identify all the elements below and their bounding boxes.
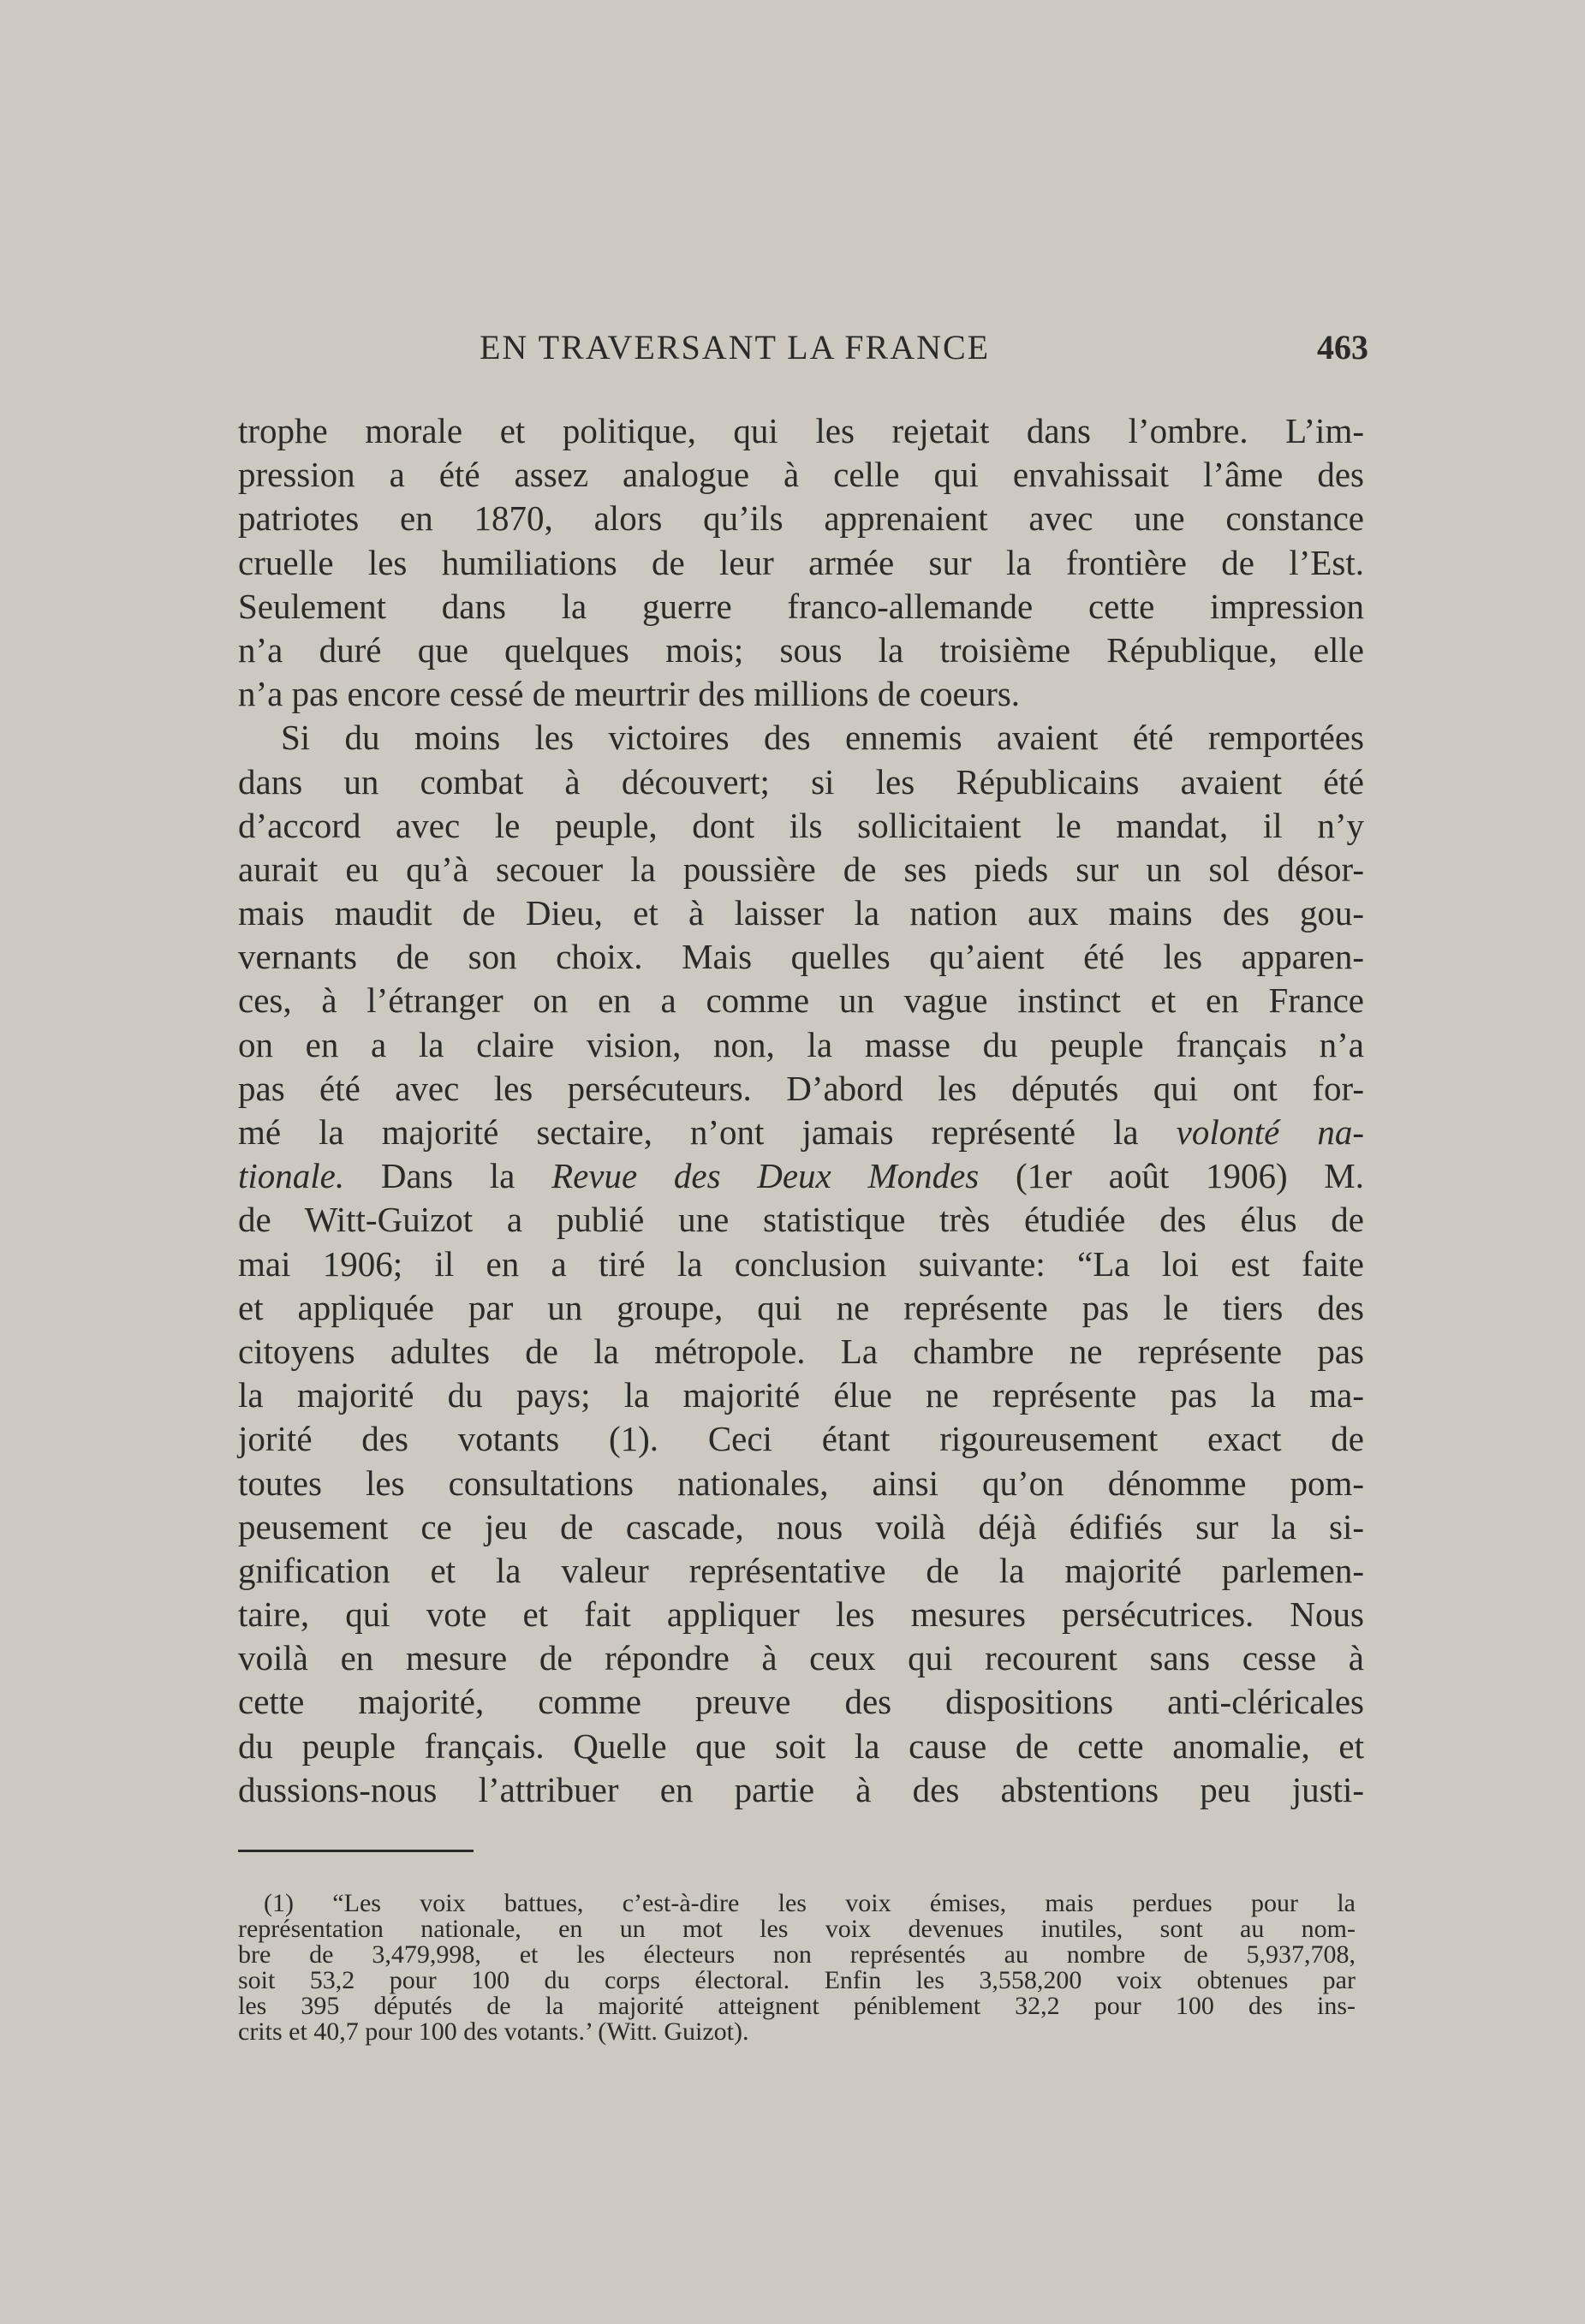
text-line: la majorité du pays; la majorité élue ne représente pas la ma- [238,1375,1364,1415]
footnote-line: représentation nationale, en un mot les voix devenues inutiles, sont au nom- [238,1915,1356,1943]
text-line-with-italic: mé la majorité sectaire, n’ont jamais représenté la volonté na- [238,1112,1364,1152]
footnote-line: bre de 3,479,998, et les électeurs non représentés au nombre de 5,937,708, [238,1940,1356,1969]
text-line: trophe morale et politique, qui les rejetait dans l’ombre. L’im- [238,411,1364,450]
footnote-line: (1) “Les voix battues, c’est-à-dire les voix émises, mais perdues pour la [264,1889,1356,1917]
text-line: toutes les consultations nationales, ainsi qu’on dénomme pom- [238,1463,1364,1503]
text-line: n’a duré que quelques mois; sous la troisième République, elle [238,629,1364,670]
text-line: Si du moins les victoires des ennemis avaient été remportées [281,718,1364,758]
italic-phrase: volonté na- [1176,1112,1364,1152]
text-line: vernants de son choix. Mais quelles qu’aient été les apparen- [238,937,1364,977]
text-line: dussions-nous l’attribuer en partie à des abstentions peu justi- [238,1769,1364,1809]
text-line: peusement ce jeu de cascade, nous voilà déjà édifiés sur la si- [238,1506,1364,1546]
text-line: et appliquée par un groupe, qui ne représente pas le tiers des [238,1287,1364,1327]
text-line: cette majorité, comme preuve des dispositions anti-cléricales [238,1682,1364,1722]
footnotes [238,1891,1356,2045]
text-line: jorité des votants (1). Ceci étant rigoureusement exact de [238,1419,1364,1459]
text-line: pression a été assez analogue à celle qui envahissait l’âme des [238,455,1364,495]
text-line: patriotes en 1870, alors qu’ils apprenaient avec une constance [238,498,1364,539]
text-line: on en a la claire vision, non, la masse du peuple français n’a [238,1024,1364,1064]
text-line: mais maudit de Dieu, et à laisser la nation aux mains des gou- [238,893,1364,933]
footnote-divider [238,1850,474,1852]
text-line: gnification et la valeur représentative de la majorité parlemen- [238,1550,1364,1590]
footnote-line: soit 53,2 pour 100 du corps électoral. Enfin les 3,558,200 voix obtenues par [238,1966,1356,1994]
text-line: d’accord avec le peuple, dont ils sollicitaient le mandat, il n’y [238,805,1364,845]
text-line: dans un combat à découvert; si les Républicains avaient été [238,761,1364,801]
main-text [238,409,1364,1812]
text-line: mai 1906; il en a tiré la conclusion suivante: “La loi est faite [238,1243,1364,1284]
text-line: Seulement dans la guerre franco-allemande cette impression [238,586,1364,626]
text-line-with-italic: tionale. Dans la Revue des Deux Mondes (1er août 1906) M. [238,1156,1364,1196]
text-line: de Witt-Guizot a publié une statistique très étudiée des élus de [238,1200,1364,1240]
text-line: citoyens adultes de la métropole. La chambre ne représente pas [238,1331,1364,1371]
text-line: pas été avec les persécuteurs. D’abord les députés qui ont for- [238,1068,1364,1108]
text-line: taire, qui vote et fait appliquer les mesures persécutrices. Nous [238,1594,1364,1635]
footnote-line: les 395 députés de la majorité atteignent péniblement 32,2 pour 100 des ins- [238,1992,1356,2020]
italic-phrase: tionale. [238,1156,345,1196]
text-line: du peuple français. Quelle que soit la cause de cette anomalie, et [238,1725,1364,1766]
text-line: cruelle les humiliations de leur armée sur la frontière de l’Est. [238,542,1364,582]
text-line: ces, à l’étranger on en a comme un vague instinct et en France [238,980,1364,1021]
text-line: voilà en mesure de répondre à ceux qui recourent sans cesse à [238,1638,1364,1678]
page-number: 463 [1317,328,1368,366]
text-line: n’a pas encore cessé de meurtrir des millions de coeurs. [238,674,1021,714]
page-header [238,322,1368,373]
footnote-line: crits et 40,7 pour 100 des votants.’ (Witt. Guizot). [238,2017,749,2046]
text-line: aurait eu qu’à secouer la poussière de ses pieds sur un sol désor- [238,849,1364,889]
running-title: EN TRAVERSANT LA FRANCE [480,328,991,366]
italic-phrase: Revue des Deux Mondes [551,1156,980,1196]
